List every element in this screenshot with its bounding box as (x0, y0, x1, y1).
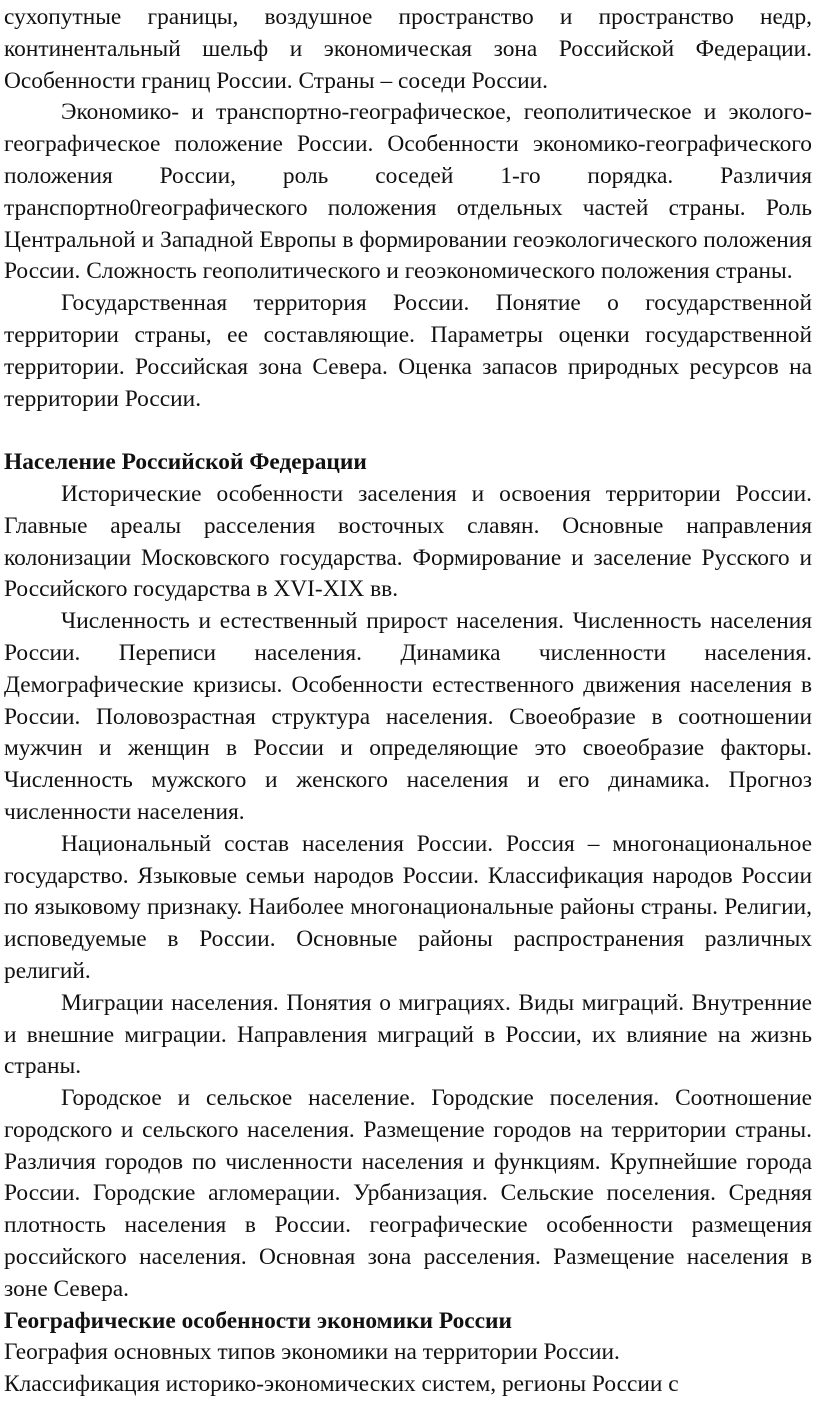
paragraph-geographic-position: Экономико- и транспортно-географическое, геополитическое и эколого-географическое положение России. Особенности экономико-географического положения России, роль соседей 1-го порядка. Различия транспортно0географического положения отдельных частей страны. Роль Центральной и Западной Европы в формировании геоэкологического положения России. Сложность геополитического и геоэкономического положения страны. (4, 99, 812, 285)
paragraph-economy-types: География основных типов экономики на территории России. (4, 1339, 620, 1366)
paragraph-economy-classification: Классификация историко-экономических систем, регионы России с (4, 1371, 679, 1398)
paragraph-migration: Миграции населения. Понятия о миграциях. Виды миграций. Внутренние и внешние миграции. Направления миграций в России, их влияние на жизнь страны. (4, 989, 812, 1080)
paragraph-settlement-history: Исторические особенности заселения и освоения территории России. Главные ареалы расселения восточных славян. Основные направления колонизации Московского государства. Формирование и заселение Русского и Российского государства в XVI-XIX вв. (4, 480, 812, 603)
paragraph-urban-rural: Городское и сельское население. Городские поселения. Соотношение городского и сельского населения. Размещение городов на территории страны. Различия городов по численности населения и функциям. Крупнейшие города России. Городские агломерации. Урбанизация. Сельские поселения. Средняя плотность населения в России. географические особенности размещения российского населения. Основная зона расселения. Размещение населения в зоне Севера. (4, 1085, 812, 1302)
paragraph-national-composition: Национальный состав населения России. Россия – многонациональное государство. Языковые семьи народов России. Классификация народов России по языковому признаку. Наиболее многонациональные районы страны. Религии, исповедуемые в России. Основные районы распространения различных религий. (4, 830, 812, 984)
blank-line (4, 415, 812, 447)
paragraph-borders-continuation: сухопутные границы, воздушное пространство и пространство недр, континентальный шельф и экономическая зона Российской Федерации. Особенности границ России. Страны – соседи России. (4, 4, 812, 94)
section-heading-population: Население Российской Федерации (4, 449, 367, 476)
paragraph-state-territory: Государственная территория России. Понятие о государственной территории страны, ее составляющие. Параметры оценки государственной территории. Российская зона Севера. Оценка запасов природных ресурсов на территории России. (4, 290, 812, 412)
paragraph-population-numbers: Численность и естественный прирост населения. Численность населения России. Переписи населения. Динамика численности населения. Демографические кризисы. Особенности естественного движения населения в России. Половозрастная структура населения. Своеобразие в соотношении мужчин и женщин в России и определяющие это своеобразие факторы. Численность мужского и женского населения и его динамика. Прогноз численности населения. (4, 608, 812, 825)
section-heading-economy: Географические особенности экономики России (4, 1307, 513, 1334)
